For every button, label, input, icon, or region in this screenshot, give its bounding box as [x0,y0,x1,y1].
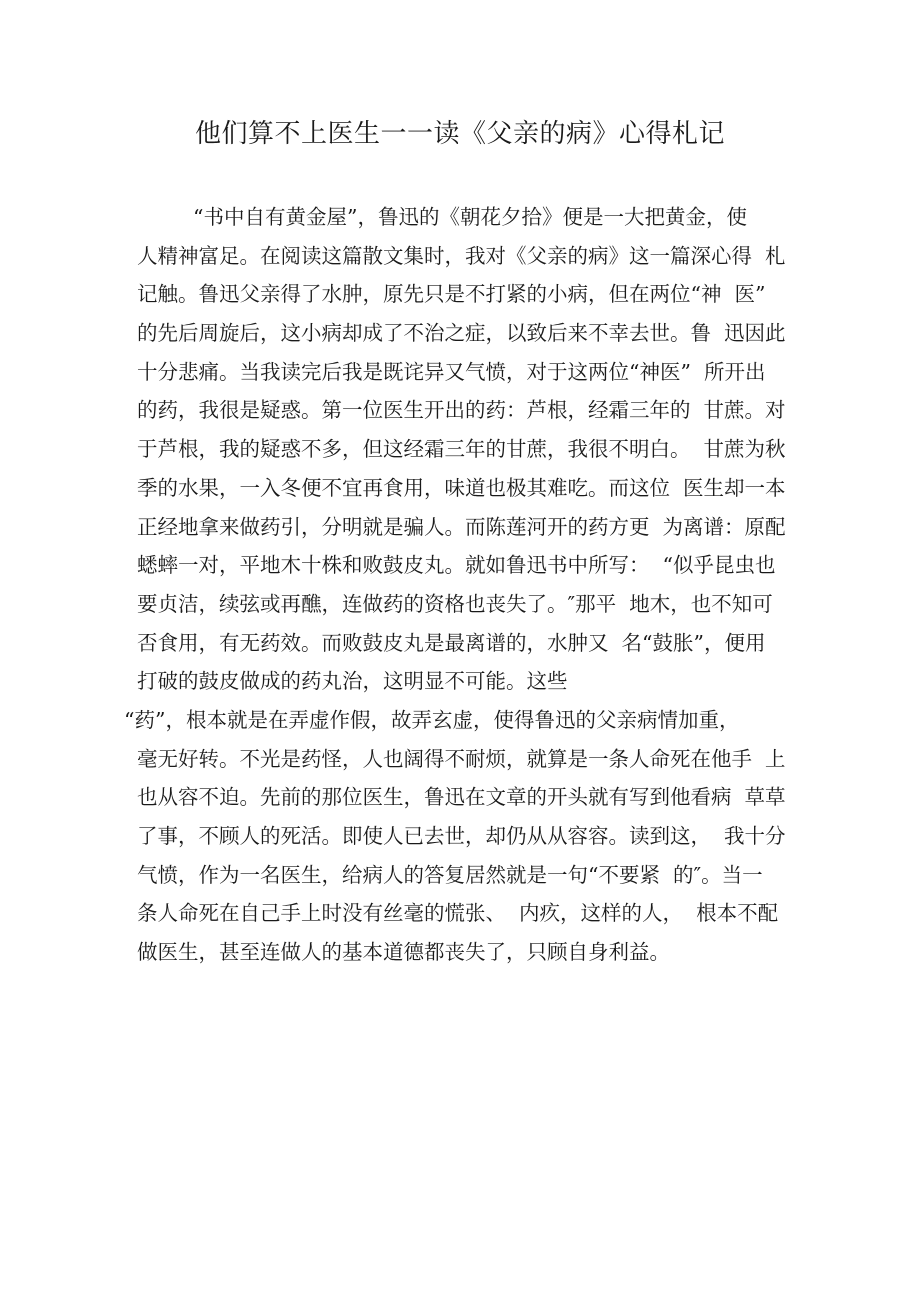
text-line: 毫无好转。不光是药怪，人也阔得不耐烦，就算是一条人命死在他手 上 [137,746,786,771]
body-paragraph [124,198,787,972]
text-line: 记触。鲁迅父亲得了水肿，原先只是不打紧的小病，但在两位“神 医” [137,282,766,307]
document-title: 他们算不上医生一一读《父亲的病》心得札记 [194,119,725,149]
text-line: 人精神富足。在阅读这篇散文集时，我对《父亲的病》这一篇深心得 札 [137,243,786,268]
text-line: 气愤，作为一名医生，给病人的答复居然就是一句“不要紧 的″。当一 [137,862,763,887]
text-line: 了事，不顾人的死活。即使人已去世，却仍从从容容。读到这， 我十分 [137,824,786,848]
text-line: 正经地拿来做药引，分明就是骗人。而陈莲河开的药方更 为离谱：原配 [137,514,786,539]
text-line: 也从容不迫。先前的那位医生，鲁迅在文章的开头就有写到他看病 草草 [137,785,786,810]
text-line: 做医生，甚至连做人的基本道德都丧失了，只顾自身利益。 [137,940,670,965]
text-line: 于芦根，我的疑惑不多，但这经霜三年的甘蔗，我很不明白。 甘蔗为秋 [137,437,786,462]
text-line: 的先后周旋后，这小病却成了不治之症，以致后来不幸去世。鲁 迅因此 [137,321,786,346]
text-line: 季的水果，一入冬便不宜再食用，味道也极其难吃。而这位 医生却一本 [137,475,786,500]
text-line: “药”，根本就是在弄虚作假，故弄玄虚，使得鲁迅的父亲病情加重， [124,707,740,732]
text-line: 条人命死在自己手上时没有丝毫的慌张、 内疚，这样的人， 根本不配 [137,901,779,926]
text-line: 十分悲痛。当我读完后我是既诧异又气愤，对于这两位“神医” 所开出 [137,359,766,384]
text-line: “书中自有黄金屋”，鲁迅的《朝花夕拾》便是一大把黄金，使 [193,205,747,229]
text-line: 打破的鼓皮做成的药丸治，这明显不可能。这些 [137,669,568,694]
text-line: 要贞洁，续弦或再醮，连做药的资格也丧失了。″那平 地木，也不知可 [137,591,773,616]
text-line: 否食用，有无药效。而败鼓皮丸是最离谱的，水肿又 名“鼓胀”，便用 [137,630,766,655]
text-line: 蟋蟀一对，平地木十株和败鼓皮丸。就如鲁迅书中所写： “似乎昆虫也 [137,553,776,578]
text-line: 的药，我很是疑惑。第一位医生开出的药：芦根，经霜三年的 甘蔗。对 [137,398,786,423]
